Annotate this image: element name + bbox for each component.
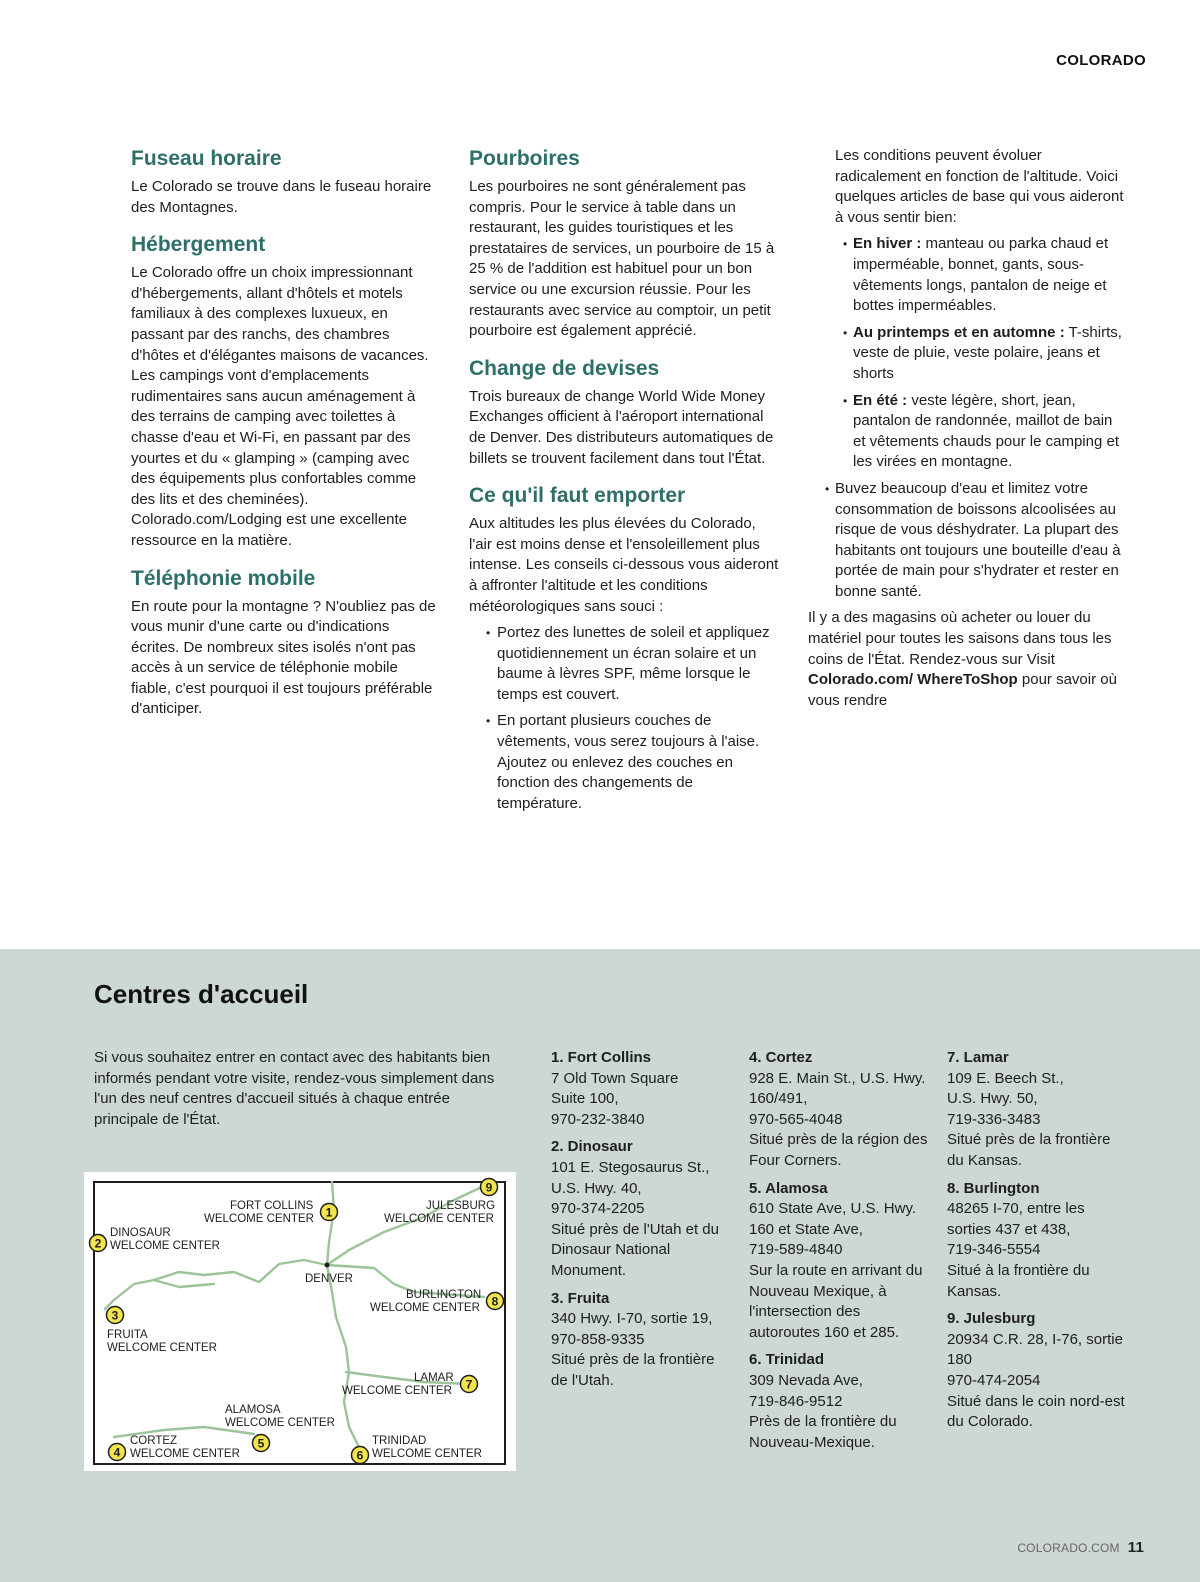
map-label-line: FRUITA <box>107 1329 148 1341</box>
map-label-cortez-wc <box>130 1448 240 1460</box>
marker-number: 5 <box>257 1436 265 1451</box>
column-2 <box>469 146 779 828</box>
center-line: 719-589-4840 <box>749 1241 843 1259</box>
section-title-fuseau: Fuseau horaire <box>131 147 282 170</box>
center-line: 309 Nevada Ave, <box>749 1371 863 1389</box>
center-line: U.S. Hwy. 40, <box>551 1179 642 1197</box>
center-entry-fruita <box>551 1289 731 1392</box>
marker-number: 1 <box>325 1205 333 1220</box>
center-name: 9. Julesburg <box>947 1310 1036 1328</box>
colorado-map-svg <box>84 1172 516 1471</box>
map-label-fruita-wc <box>107 1342 217 1354</box>
footer-site[interactable]: COLORADO.COM <box>1017 1541 1120 1555</box>
centers-column-2 <box>749 1048 929 1460</box>
shop-text-end: pour savoir où vous rendre <box>808 671 1117 709</box>
map-label-line: FORT COLLINS <box>230 1200 314 1212</box>
section-text-hebergement: Le Colorado offre un choix impressionnant d'hébergements, allant d'hôtels et motels familiaux à des complexes luxueux, en passant par des ranchs, des chambres d'hôtes et d'élégantes maisons de vacances. Les campings vont d'emplacements rudimentaires sans aucun aménagement à des terrains de camping avec toilettes à chasse d'eau et Wi-Fi, en passant par des yourtes et du « glamping » (camping avec des équipements plus confortables comme des lits et des cheminées). Colorado.com/Lodging est une excellente ressource en la matière. <box>131 264 429 549</box>
page-footer <box>1017 1539 1144 1556</box>
center-line: 48265 I-70, entre les sorties 437 et 438, <box>947 1200 1085 1238</box>
marker-number: 9 <box>485 1180 493 1195</box>
map-label-line: WELCOME CENTER <box>110 1240 220 1252</box>
center-entry-burlington <box>947 1179 1127 1303</box>
center-line: 970-232-3840 <box>551 1110 645 1128</box>
shop-text: Il y a des magasins où acheter ou louer du matériel pour toutes les saisons dans tous les coins de l'État. Rendez-vous sur Visit <box>808 609 1112 668</box>
center-line: Situé près de la frontière de l'Utah. <box>551 1351 715 1389</box>
map-label-fort-collins <box>230 1200 314 1212</box>
marker-9[interactable] <box>481 1179 498 1196</box>
season-bullet-list <box>808 234 1128 473</box>
map-label-julesburg <box>426 1200 495 1212</box>
map-label-line: LAMAR <box>414 1372 454 1384</box>
center-line: Près de la frontière du Nouveau-Mexique. <box>749 1413 897 1451</box>
map-label-line: ALAMOSA <box>225 1404 281 1416</box>
marker-5[interactable] <box>253 1435 270 1452</box>
marker-6[interactable] <box>352 1447 369 1464</box>
center-name: 3. Fruita <box>551 1289 610 1307</box>
center-line: Suite 100, <box>551 1090 619 1108</box>
section-title-pourboires: Pourboires <box>469 147 580 170</box>
map-label-line: WELCOME CENTER <box>204 1213 314 1225</box>
marker-4[interactable] <box>109 1444 126 1461</box>
center-line: 340 Hwy. I-70, sortie 19, <box>551 1310 713 1328</box>
list-item <box>808 323 1128 385</box>
map-label-line: WELCOME CENTER <box>130 1448 240 1460</box>
center-entry-fort-collins <box>551 1048 731 1130</box>
season-text: T-shirts, veste de pluie, veste polaire, jeans et shorts <box>853 323 1122 382</box>
center-name: 8. Burlington <box>947 1179 1040 1197</box>
map-label-line: WELCOME CENTER <box>370 1302 480 1314</box>
center-line: Situé près de la région des Four Corners. <box>749 1131 928 1169</box>
center-line: Situé près de la frontière du Kansas. <box>947 1131 1111 1169</box>
map-label-alamosa <box>225 1404 281 1416</box>
map-label-line: CORTEZ <box>130 1435 178 1447</box>
center-line: 101 E. Stegosaurus St., <box>551 1158 710 1176</box>
marker-8[interactable] <box>487 1293 504 1310</box>
marker-number: 4 <box>113 1445 121 1460</box>
center-line: 970-374-2205 <box>551 1200 645 1218</box>
map-label-burlington <box>406 1289 481 1301</box>
map-label-lamar-wc <box>342 1385 452 1397</box>
center-name: 7. Lamar <box>947 1049 1009 1066</box>
water-bullet-list <box>808 479 1128 603</box>
season-label: En été : <box>853 391 908 409</box>
section-text-telephonie: En route pour la montagne ? N'oubliez pas de vous munir d'une carte ou d'indications écrites. De nombreux sites isolés n'ont pas accès à un service de téléphonie mobile fiable, c'est pourquoi il est toujours préférable d'anticiper. <box>131 597 436 718</box>
map-label-line: TRINIDAD <box>372 1435 427 1447</box>
centers-column-3 <box>947 1048 1127 1440</box>
center-entry-julesburg <box>947 1309 1127 1433</box>
section-title-telephonie: Téléphonie mobile <box>131 566 316 590</box>
page-number: 11 <box>1127 1539 1144 1556</box>
map-label-denver: DENVER <box>305 1273 353 1285</box>
emporter-bullet-list <box>469 623 779 814</box>
center-entry-lamar <box>947 1048 1127 1172</box>
center-name: 5. Alamosa <box>749 1179 828 1197</box>
season-text: veste légère, short, jean, pantalon de randonnée, maillot de bain et vêtements chauds pour le camping et les virées en montagne. <box>853 391 1119 471</box>
header-state-label: COLORADO <box>1056 52 1146 69</box>
marker-number: 6 <box>356 1448 364 1463</box>
map-label-lamar <box>414 1372 454 1384</box>
map-label-dinosaur-wc <box>110 1240 220 1252</box>
marker-1[interactable] <box>321 1204 338 1221</box>
center-line: 719-346-5554 <box>947 1241 1041 1259</box>
section-text-emporter: Aux altitudes les plus élevées du Colorado, l'air est moins dense et l'ensoleillement plus intense. Les conseils ci-dessous vous aideront à affronter l'altitude et les conditions météorologiques sans souci : <box>469 515 779 615</box>
list-item: • Buvez beaucoup d'eau et limitez votre consommation de boissons alcoolisées au risque de vous déshydrater. La plupart des habitants ont toujours une bouteille d'eau à portée de main pour s'hydrater et rester en bonne santé. <box>808 479 1128 603</box>
map-label-fort-collins-wc <box>204 1213 314 1225</box>
centers-column-1 <box>551 1048 731 1399</box>
season-text: manteau ou parka chaud et imperméable, bonnet, gants, sous-vêtements longs, pantalon de neige et bottes imperméables. <box>853 235 1109 315</box>
season-label: Au printemps et en automne : <box>853 323 1065 341</box>
marker-number: 3 <box>111 1308 119 1323</box>
map-label-line: WELCOME CENTER <box>225 1417 335 1429</box>
section-title-hebergement: Hébergement <box>131 233 266 257</box>
map-label-line: WELCOME CENTER <box>384 1213 494 1225</box>
map-label-line: WELCOME CENTER <box>342 1385 452 1397</box>
map-label-line: BURLINGTON <box>406 1289 482 1301</box>
map-label-line: WELCOME CENTER <box>107 1342 217 1354</box>
center-entry-cortez <box>749 1048 929 1172</box>
map-label-line: DINOSAUR <box>110 1227 171 1239</box>
center-line: Situé à la frontière du Kansas. <box>947 1261 1090 1300</box>
visitor-intro-text: Si vous souhaitez entrer en contact avec des habitants bien informés pendant votre visite, rendez-vous simplement dans l'un des neuf centres d'accueil situés à chaque entrée principale de l'État. <box>94 1049 495 1128</box>
marker-number: 7 <box>465 1377 473 1392</box>
center-entry-dinosaur <box>551 1137 731 1281</box>
center-name: 2. Dinosaur <box>551 1138 633 1156</box>
center-line: 970-858-9335 <box>551 1330 645 1348</box>
section-title-devises: Change de devises <box>469 356 660 380</box>
marker-7[interactable] <box>461 1376 478 1393</box>
center-line: 970-474-2054 <box>947 1371 1041 1389</box>
center-line: 20934 C.R. 28, I-76, sortie 180 <box>947 1330 1123 1369</box>
list-item: • En portant plusieurs couches de vêtements, vous serez toujours à l'aise. Ajoutez ou enlevez des couches en fonction des changements de température. <box>469 711 779 814</box>
center-line: 610 State Ave, U.S. Hwy. 160 et State Ave, <box>749 1200 917 1238</box>
center-name: 1. Fort Collins <box>551 1049 652 1066</box>
map-label-alamosa-wc <box>225 1417 335 1429</box>
map-label-trinidad <box>372 1435 426 1447</box>
denver-dot <box>325 1263 330 1268</box>
list-item <box>808 391 1128 473</box>
center-line: Situé près de l'Utah et du Dinosaur National Monument. <box>551 1220 719 1279</box>
center-entry-alamosa <box>749 1179 929 1344</box>
shop-paragraph <box>808 608 1128 711</box>
map-label-burlington-wc <box>370 1302 480 1314</box>
center-line: 719-846-9512 <box>749 1392 843 1410</box>
center-line: 109 E. Beech St., <box>947 1069 1064 1087</box>
welcome-centers-map <box>84 1172 516 1471</box>
list-item: • Portez des lunettes de soleil et appliquez quotidiennement un écran solaire et un baume à lèvres SPF, même lorsque le temps est couvert. <box>469 623 779 705</box>
list-item <box>808 234 1128 316</box>
center-line: 970-565-4048 <box>749 1110 843 1128</box>
section-text-pourboires: Les pourboires ne sont généralement pas compris. Pour le service à table dans un restaurant, les guides touristiques et les prestataires de services, un pourboire de 15 à 25 % de l'addition est habituel pour un bon service ou une excursion réussie. Pour les restaurants avec service au comptoir, un petit pourboire est également apprécié. <box>469 178 775 340</box>
marker-number: 8 <box>491 1294 499 1309</box>
conditions-intro: Les conditions peuvent évoluer radicalement en fonction de l'altitude. Voici quelques articles de base qui vous aideront à vous sentir bien: <box>835 147 1124 226</box>
season-label: En hiver : <box>853 235 922 253</box>
marker-3[interactable] <box>107 1307 124 1324</box>
section-text-fuseau: Le Colorado se trouve dans le fuseau horaire des Montagnes. <box>131 178 432 216</box>
visitor-centers-section <box>0 949 1200 1582</box>
marker-2[interactable] <box>90 1235 107 1252</box>
center-line: Sur la route en arrivant du Nouveau Mexique, à l'intersection des autoroutes 160 et 285. <box>749 1261 923 1341</box>
marker-number: 2 <box>94 1236 102 1251</box>
map-label-fruita <box>107 1329 148 1341</box>
section-title-emporter: Ce qu'il faut emporter <box>469 484 686 508</box>
center-line: Situé dans le coin nord-est du Colorado. <box>947 1392 1125 1431</box>
map-label-trinidad-wc <box>372 1448 482 1460</box>
column-3 <box>808 146 1128 725</box>
center-line: U.S. Hwy. 50, <box>947 1090 1038 1108</box>
map-label-cortez <box>130 1435 177 1447</box>
center-name: 4. Cortez <box>749 1049 813 1066</box>
center-entry-trinidad <box>749 1350 929 1453</box>
map-label-line: JULESBURG <box>426 1200 496 1212</box>
center-name: 6. Trinidad <box>749 1351 825 1369</box>
map-label-line: WELCOME CENTER <box>372 1448 482 1460</box>
shop-link[interactable]: Colorado.com/ WhereToShop <box>808 671 1018 689</box>
section-text-devises: Trois bureaux de change World Wide Money Exchanges officient à l'aéroport international de Denver. Des distributeurs automatiques de billets se trouvent facilement dans tout l'État. <box>469 387 774 467</box>
visitor-section-title: Centres d'accueil <box>94 979 309 1009</box>
column-1 <box>131 146 437 734</box>
center-line: 928 E. Main St., U.S. Hwy. 160/491, <box>749 1069 926 1108</box>
center-line: 719-336-3483 <box>947 1110 1041 1128</box>
map-label-julesburg-wc <box>384 1213 494 1225</box>
center-line: 7 Old Town Square <box>551 1069 679 1087</box>
map-label-dinosaur <box>110 1227 171 1239</box>
